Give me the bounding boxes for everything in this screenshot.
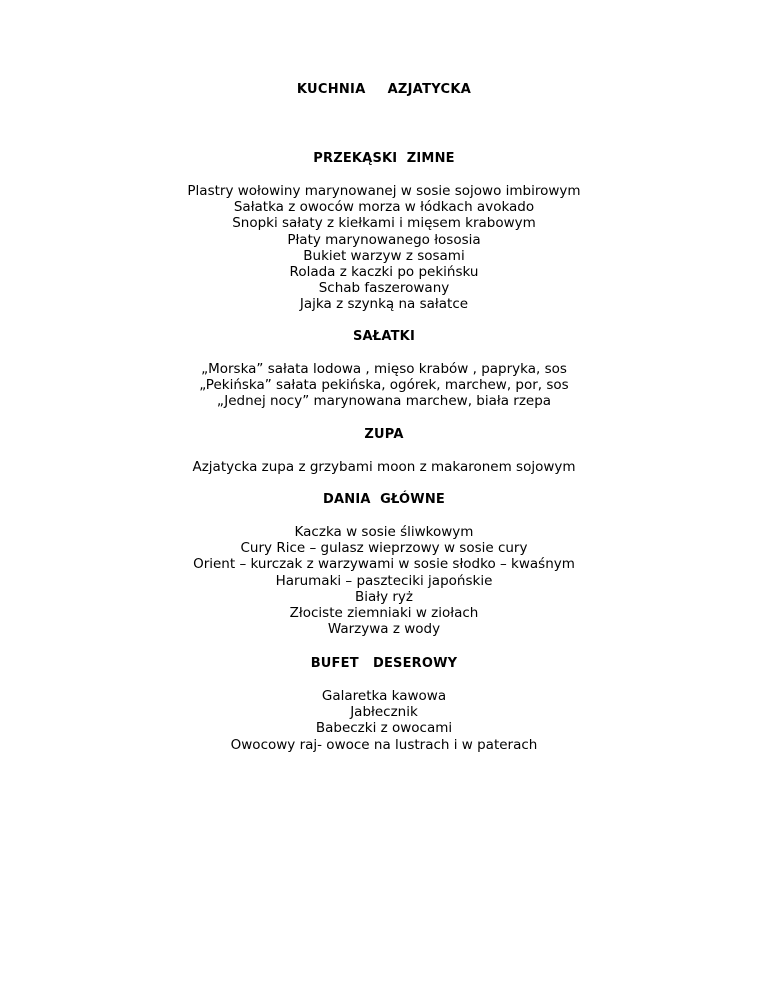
section-heading: SAŁATKI [352,329,415,344]
menu-item: Rolada z kaczki po pekińsku [289,263,479,280]
section-heading: PRZEKĄSKI ZIMNE [313,151,455,166]
menu-item: Płaty marynowanego łososia [287,231,481,248]
menu-item: Biały ryż [354,588,414,605]
section-heading: BUFET DESEROWY [310,656,458,671]
menu-item: „Morska” sałata lodowa , mięso krabów , papryka, sos [201,361,567,377]
section-przekaski-zimne [0,150,768,313]
menu-item: Orient – kurczak z warzywami w sosie słodko – kwaśnym [193,556,575,573]
section-items [0,524,768,637]
menu-item: Galaretka kawowa [321,688,447,704]
section-salatki [0,328,768,410]
menu-item: Azjatycka zupa z grzybami moon z makaronem sojowym [192,459,576,475]
section-items [0,183,768,313]
section-items [0,459,768,475]
section-heading: ZUPA [364,427,404,442]
title-word-1: KUCHNIA [296,82,366,97]
menu-item: Sałatka z owoców morza w łódkach avokado [233,199,535,216]
page-title [0,82,768,97]
section-dania-glowne [0,491,768,637]
title-word-2: AZJATYCKA [387,82,472,97]
section-items [0,688,768,753]
menu-item: Snopki sałaty z kiełkami i mięsem krabowym [232,215,536,232]
menu-item: Jabłecznik [350,704,418,721]
menu-item: Plastry wołowiny marynowanej w sosie sojowo imbirowym [187,183,581,199]
menu-item: Bukiet warzyw z sosami [303,247,465,264]
menu-item: Harumaki – paszteciki japońskie [275,572,493,589]
menu-item: „Jednej nocy” marynowana marchew, biała rzepa [216,393,552,410]
menu-item: Złociste ziemniaki w ziołach [289,604,479,621]
menu-item: Cury Rice – gulasz wieprzowy w sosie cury [240,540,528,557]
menu-item: Jajka z szynką na sałatce [299,296,469,313]
section-items [0,361,768,410]
menu-item: Kaczka w sosie śliwkowym [294,524,474,540]
menu-item: Schab faszerowany [318,280,450,297]
section-heading: DANIA GŁÓWNE [323,492,445,507]
menu-item: Owocowy raj- owoce na lustrach i w paterach [230,736,538,753]
menu-item: Warzywa z wody [327,621,441,638]
menu-item: „Pekińska” sałata pekińska, ogórek, marchew, por, sos [199,377,569,394]
menu-item: Babeczki z owocami [315,720,453,737]
section-bufet-deserowy [0,655,768,753]
section-zupa [0,426,768,475]
